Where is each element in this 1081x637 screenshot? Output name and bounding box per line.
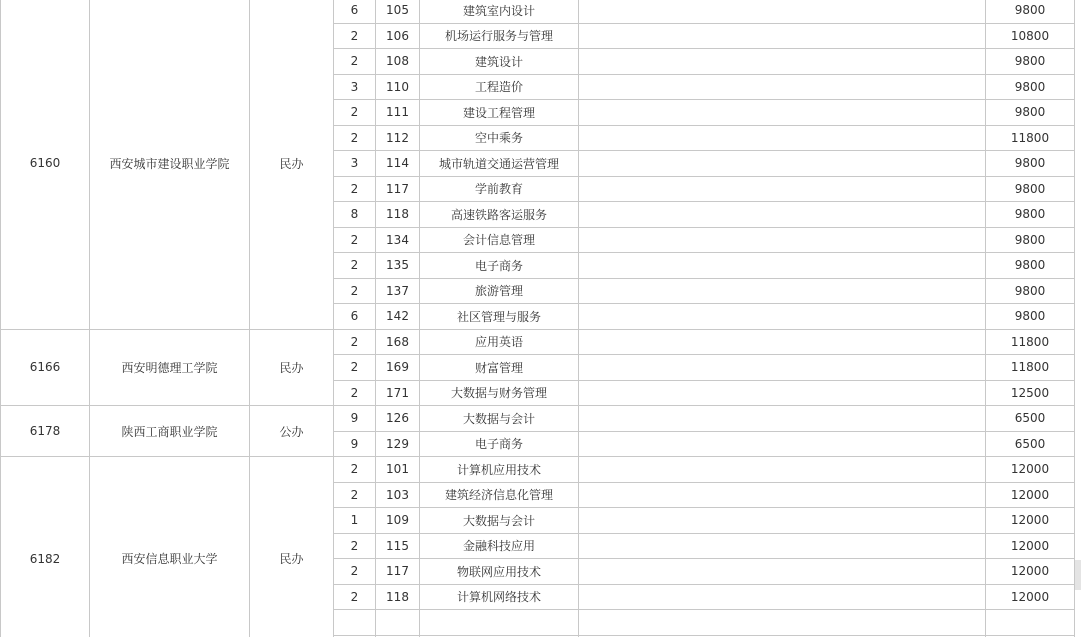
note-cell (579, 559, 986, 585)
school-type-cell: 民办 (250, 329, 334, 406)
plan-count-cell: 3 (334, 151, 376, 177)
tuition-fee-cell: 12000 (986, 584, 1075, 610)
note-cell (579, 431, 986, 457)
plan-count-cell: 9 (334, 431, 376, 457)
tuition-fee-cell: 9800 (986, 176, 1075, 202)
tuition-fee-cell: 9800 (986, 49, 1075, 75)
note-cell (579, 533, 986, 559)
major-name-cell: 金融科技应用 (420, 533, 579, 559)
tuition-fee-cell: 10800 (986, 23, 1075, 49)
tuition-fee-cell: 12000 (986, 508, 1075, 534)
tuition-fee-cell: 9800 (986, 278, 1075, 304)
major-code-cell: 106 (376, 23, 420, 49)
tuition-fee-cell: 9800 (986, 202, 1075, 228)
major-code-cell: 168 (376, 329, 420, 355)
major-name-cell: 建筑经济信息化管理 (420, 482, 579, 508)
plan-count-cell: 8 (334, 202, 376, 228)
school-type-cell: 民办 (250, 457, 334, 637)
note-cell (579, 482, 986, 508)
school-code-cell: 6182 (1, 457, 90, 637)
note-cell (579, 329, 986, 355)
major-code-cell: 110 (376, 74, 420, 100)
major-name-cell: 旅游管理 (420, 278, 579, 304)
note-cell (579, 355, 986, 381)
tuition-fee-cell: 12000 (986, 559, 1075, 585)
school-name-cell: 陕西工商职业学院 (90, 406, 250, 457)
tuition-fee-cell: 9800 (986, 227, 1075, 253)
tuition-fee-cell: 11800 (986, 329, 1075, 355)
major-code-cell: 134 (376, 227, 420, 253)
plan-count-cell: 2 (334, 559, 376, 585)
note-cell (579, 227, 986, 253)
major-code-cell: 108 (376, 49, 420, 75)
table-row (1, 0, 1075, 23)
tuition-fee-cell: 9800 (986, 304, 1075, 330)
school-name-cell: 西安城市建设职业学院 (90, 0, 250, 329)
major-code-cell: 114 (376, 151, 420, 177)
plan-count-cell: 2 (334, 253, 376, 279)
plan-count-cell: 2 (334, 457, 376, 483)
note-cell (579, 0, 986, 23)
plan-count-cell: 2 (334, 23, 376, 49)
tuition-fee-cell: 9800 (986, 74, 1075, 100)
major-name-cell: 计算机网络技术 (420, 584, 579, 610)
note-cell (579, 406, 986, 432)
major-name-cell: 建筑室内设计 (420, 0, 579, 23)
plan-count-cell: 6 (334, 0, 376, 23)
plan-count-cell: 2 (334, 482, 376, 508)
table-row (1, 329, 1075, 355)
note-cell (579, 202, 986, 228)
school-type-cell: 公办 (250, 406, 334, 457)
major-code-cell: 142 (376, 304, 420, 330)
tuition-fee-cell: 9800 (986, 100, 1075, 126)
major-name-cell: 城市轨道交通运营管理 (420, 151, 579, 177)
major-name-cell: 社区管理与服务 (420, 304, 579, 330)
note-cell (579, 74, 986, 100)
major-code-cell: 135 (376, 253, 420, 279)
plan-count-cell: 2 (334, 329, 376, 355)
major-code-cell: 171 (376, 380, 420, 406)
plan-count-cell: 2 (334, 533, 376, 559)
note-cell (579, 508, 986, 534)
note-cell (579, 125, 986, 151)
note-cell (579, 304, 986, 330)
major-code-cell: 112 (376, 125, 420, 151)
plan-count-cell: 2 (334, 584, 376, 610)
tuition-fee-cell: 6500 (986, 431, 1075, 457)
major-name-cell: 物联网应用技术 (420, 559, 579, 585)
plan-count-cell: 2 (334, 49, 376, 75)
major-code-cell: 117 (376, 176, 420, 202)
major-code-cell: 109 (376, 508, 420, 534)
major-name-cell: 电子商务 (420, 431, 579, 457)
major-code-cell: 129 (376, 431, 420, 457)
tuition-fee-cell: 12000 (986, 533, 1075, 559)
tuition-fee-cell: 12000 (986, 457, 1075, 483)
school-name-cell: 西安信息职业大学 (90, 457, 250, 637)
major-name-cell: 高速铁路客运服务 (420, 202, 579, 228)
table-body (1, 0, 1075, 637)
major-code-cell: 118 (376, 584, 420, 610)
major-name-cell: 建设工程管理 (420, 100, 579, 126)
tuition-fee-cell: 11800 (986, 125, 1075, 151)
plan-count-cell: 2 (334, 100, 376, 126)
note-cell (579, 380, 986, 406)
major-code-cell: 126 (376, 406, 420, 432)
tuition-fee-cell (986, 610, 1075, 636)
school-code-cell: 6166 (1, 329, 90, 406)
major-name-cell: 应用英语 (420, 329, 579, 355)
plan-count-cell: 2 (334, 227, 376, 253)
school-name-cell: 西安明德理工学院 (90, 329, 250, 406)
major-code-cell: 117 (376, 559, 420, 585)
note-cell (579, 584, 986, 610)
major-name-cell: 大数据与会计 (420, 508, 579, 534)
tuition-fee-cell: 12500 (986, 380, 1075, 406)
major-name-cell: 计算机应用技术 (420, 457, 579, 483)
school-code-cell: 6178 (1, 406, 90, 457)
major-name-cell: 电子商务 (420, 253, 579, 279)
plan-count-cell: 2 (334, 125, 376, 151)
tuition-fee-cell: 9800 (986, 0, 1075, 23)
major-code-cell: 111 (376, 100, 420, 126)
major-code-cell: 103 (376, 482, 420, 508)
tuition-fee-cell: 11800 (986, 355, 1075, 381)
note-cell (579, 23, 986, 49)
plan-count-cell (334, 610, 376, 636)
major-code-cell (376, 610, 420, 636)
plan-count-cell: 2 (334, 355, 376, 381)
note-cell (579, 176, 986, 202)
plan-count-cell: 2 (334, 176, 376, 202)
plan-count-cell: 2 (334, 278, 376, 304)
major-name-cell: 财富管理 (420, 355, 579, 381)
major-name-cell: 空中乘务 (420, 125, 579, 151)
major-code-cell: 101 (376, 457, 420, 483)
major-code-cell: 115 (376, 533, 420, 559)
tuition-fee-cell: 6500 (986, 406, 1075, 432)
major-name-cell: 建筑设计 (420, 49, 579, 75)
plan-count-cell: 6 (334, 304, 376, 330)
plan-count-cell: 3 (334, 74, 376, 100)
major-name-cell: 学前教育 (420, 176, 579, 202)
table-row (1, 406, 1075, 432)
table-row (1, 457, 1075, 483)
major-name-cell: 大数据与财务管理 (420, 380, 579, 406)
major-name-cell: 大数据与会计 (420, 406, 579, 432)
scrollbar-edge[interactable] (1075, 560, 1081, 590)
note-cell (579, 610, 986, 636)
plan-count-cell: 9 (334, 406, 376, 432)
plan-count-cell: 1 (334, 508, 376, 534)
major-code-cell: 105 (376, 0, 420, 23)
tuition-fee-cell: 9800 (986, 253, 1075, 279)
note-cell (579, 151, 986, 177)
tuition-fee-cell: 12000 (986, 482, 1075, 508)
major-code-cell: 169 (376, 355, 420, 381)
note-cell (579, 457, 986, 483)
note-cell (579, 253, 986, 279)
major-code-cell: 137 (376, 278, 420, 304)
major-name-cell: 会计信息管理 (420, 227, 579, 253)
major-name-cell (420, 610, 579, 636)
school-code-cell: 6160 (1, 0, 90, 329)
note-cell (579, 100, 986, 126)
school-type-cell: 民办 (250, 0, 334, 329)
major-name-cell: 机场运行服务与管理 (420, 23, 579, 49)
major-code-cell: 118 (376, 202, 420, 228)
note-cell (579, 49, 986, 75)
tuition-fee-cell: 9800 (986, 151, 1075, 177)
major-name-cell: 工程造价 (420, 74, 579, 100)
plan-count-cell: 2 (334, 380, 376, 406)
note-cell (579, 278, 986, 304)
